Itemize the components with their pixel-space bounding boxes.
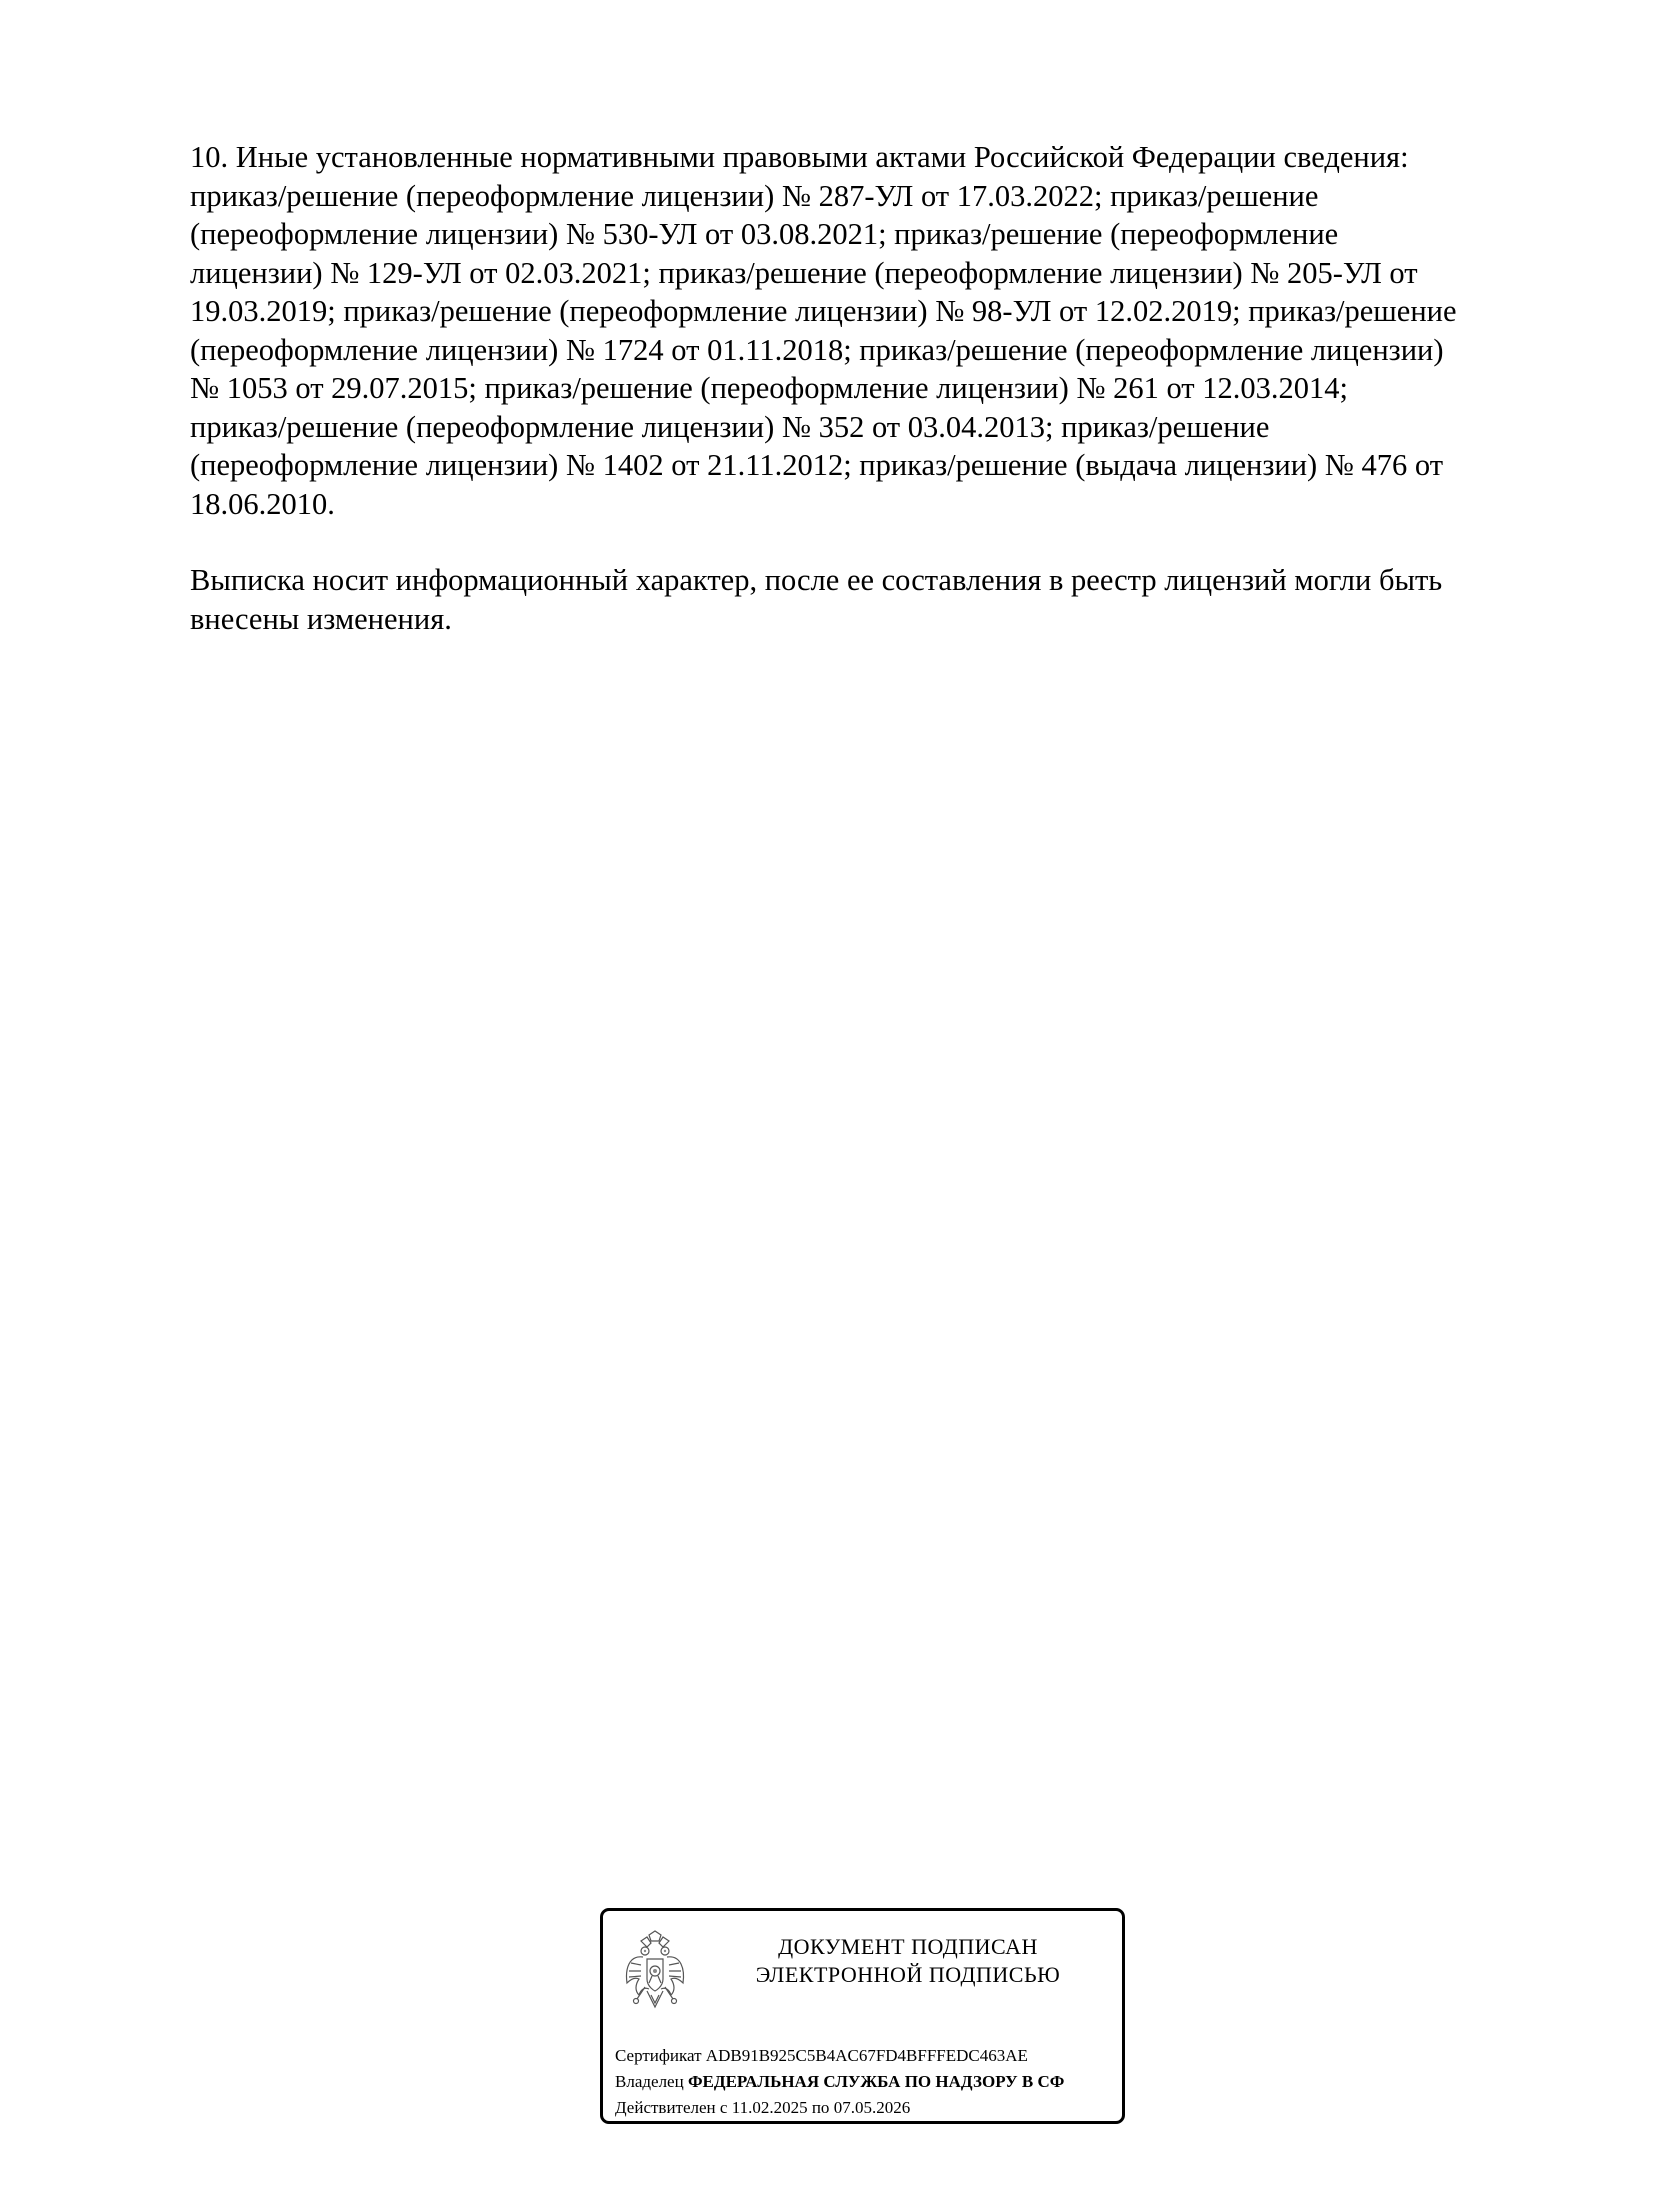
electronic-signature-stamp [600, 1908, 1125, 2124]
paragraph-disclaimer: Выписка носит информационный характер, после ее составления в реестр лицензий могли быть внесены изменения. [190, 563, 1443, 636]
owner-value: ФЕДЕРАЛЬНАЯ СЛУЖБА ПО НАДЗОРУ В СФ [687, 2072, 1065, 2091]
valid-from: 11.02.2025 [731, 2098, 808, 2117]
russian-coat-of-arms-icon [621, 1929, 689, 2013]
owner-label: Владелец [615, 2072, 684, 2091]
stamp-heading-line1: ДОКУМЕНТ ПОДПИСАН [778, 1934, 1038, 1959]
paragraph-other-info: 10. Иные установленные нормативными правовыми актами Российской Федерации сведения: приказ/решение (переоформление лицензии) № 287-УЛ от 17.03.2022; приказ/решение (переоформление лицензии) № 530-УЛ от 03.08.2021; приказ/решение (переоформление лицензии) № 129-УЛ от 02.03.2021; приказ/решение (переоформление лицензии) № 205-УЛ от 19.03.2019; приказ/решение (переоформление лицензии) № 98-УЛ от 12.02.2019; приказ/решение (переоформление лицензии) № 1724 от 01.11.2018; приказ/решение (переоформление лицензии) № 1053 от 29.07.2015; приказ/решение (переоформление лицензии) № 261 от 12.03.2014; приказ/решение (переоформление лицензии) № 352 от 03.04.2013; приказ/решение (переоформление лицензии) № 1402 от 21.11.2012; приказ/решение (выдача лицензии) № 476 от 18.06.2010. [190, 140, 1457, 521]
document-body [190, 138, 1570, 638]
certificate-label: Сертификат [615, 2046, 702, 2065]
valid-to: 07.05.2026 [833, 2098, 911, 2117]
stamp-validity-line [615, 2097, 910, 2119]
stamp-heading-line2: ЭЛЕКТРОННОЙ ПОДПИСЬЮ [755, 1962, 1061, 1987]
stamp-heading [723, 1933, 1093, 1989]
certificate-value: ADB91B925C5B4AC67FD4BFFFEDC463AE [705, 2046, 1028, 2065]
stamp-owner-line [615, 2071, 1064, 2093]
stamp-certificate-line [615, 2045, 1028, 2067]
valid-label: Действителен с [615, 2098, 728, 2117]
valid-to-label: по [811, 2098, 830, 2117]
